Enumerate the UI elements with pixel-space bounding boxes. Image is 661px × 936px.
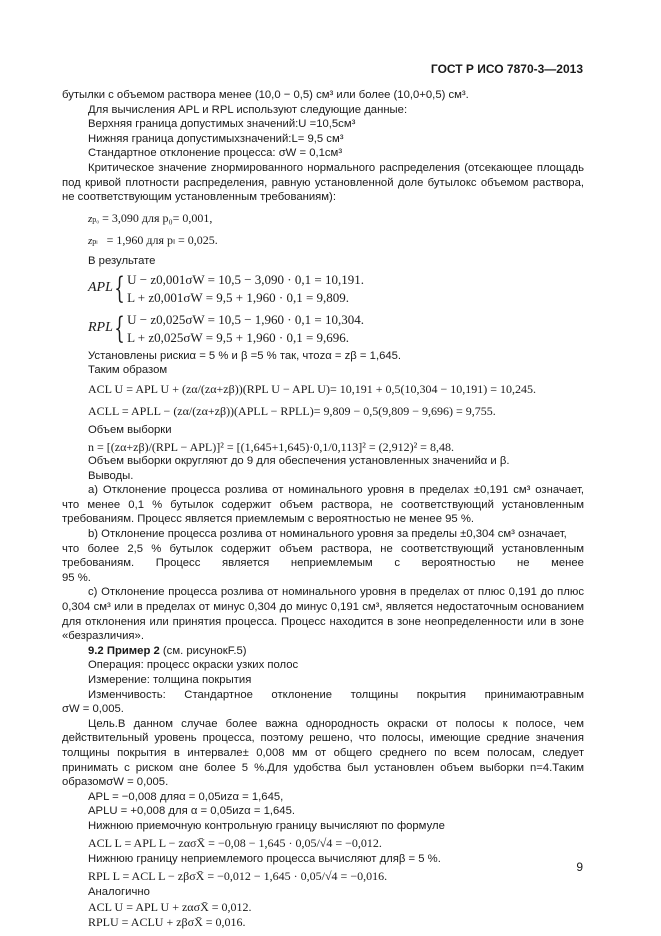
example-2-title-rest: (см. рисунокF.5) [159,644,247,657]
formula-z-0025-text: = 1,960 для pₗ = 0,025. [106,233,218,248]
variability-word: принимаютравным [484,688,584,701]
formula-z-0001-text: = 3,090 для p₀= 0,001, [102,210,213,225]
rpl-formula-block [88,311,584,347]
conclusion-b-word: с [394,557,400,570]
formula-acl-u-2: ACL U = APL U + zασX̄ = 0,012. [88,899,252,914]
para-upper-limit: Верхняя граница допустимых значений:U =10,5см³ [88,118,356,131]
conclusion-b-word: % [151,542,162,555]
conclusion-b-word: соответствующий [401,542,494,555]
example-operation: Операция: процесс окраски узких полос [88,659,299,672]
variability-word: Стандартное [184,688,253,701]
conclusion-b-line1: b) Отклонение процесса розлива от номинального уровня за пределы ±0,304 см³ означает, [88,528,567,541]
apl-line-1: U − z0,001σW = 10,5 − 3,090 · 0,1 = 10,191. [127,271,364,287]
conclusion-b-word: менее [551,557,584,570]
para-thus: Таким образом [88,364,168,377]
para-apl-rpl-intro: Для вычисления APL и RPL используют следующие данные: [88,103,408,116]
example-variability-tail: σW = 0,005. [62,703,124,716]
formula-n: n = [(zα+zβ)/(RPL − APL)]² = [(1,645+1,645)·0,1/0,113]² = (2,912)² = 8,48. [88,439,454,454]
formula-rpl-u: RPLU = ACLU + zβσX̄ = 0,016. [88,914,246,929]
example-aplu: APLU = +0,008 для α = 0,05иzα = 1,645. [88,805,295,818]
conclusion-b-line2 [62,542,584,557]
para-bottles: бутылки с объемом раствора менее (10,0 − 0,5) см³ или более (10,0+0,5) см³. [62,89,469,101]
apl-label: APL [88,280,113,296]
conclusion-b-word: требованиям. [62,557,135,570]
apl-formula-block [88,271,584,307]
rpl-line-2: L + z0,025σW = 9,5 + 1,960 · 0,1 = 9,696. [127,329,350,345]
formula-acl-l: ACLL = APLL − (zα/(zα+zβ))(APLL − RPLL)= 9,809 − 0,5(9,809 − 9,696) = 9,755. [88,404,496,419]
conclusion-b-line4: 95 %. [62,571,91,584]
para-std-dev: Стандартное отклонение процесса: σW = 0,1см³ [88,147,343,160]
formula-rpl-l: RPL L = ACL L − zβσX̄ = −0,012 − 1,645 · 0,05/√4 = −0,016. [88,868,388,883]
conclusion-b-word: неприемлемым [290,557,373,570]
conclusion-b-word: раствора, [320,542,373,555]
page-content [62,88,584,929]
formula-acl-l-2: ACL L = APL L − zασX̄ = −0,08 − 1,645 · 0,05/√4 = −0,012. [88,835,382,850]
conclusion-b-word: вероятностью [421,557,496,570]
para-rounding: Объем выборки округляют до 9 для обеспечения установленных значенийα и β. [88,455,510,468]
conclusion-b-word: 2,5 [127,542,144,555]
conclusion-b-line3 [62,556,584,571]
conclusion-b-word: более [87,542,120,555]
example-goal: Цель.В данном случае более важна однородность окраски от полосы к полосе, чем действительный уровень процесса, поэтому решено, что полосы, имеющие средние значения толщины покрытия в интервале± 0,008 мм от общего среднего по всем полосам, следует принимать с риском αне более 5 %.Для удобства был установлен объем выборки n=4.Таким образомσW = 0,005. [62,717,584,789]
para-conclusions: Выводы. [88,469,134,482]
variability-word: отклонение [271,688,333,701]
example-similarly: Аналогично [88,886,150,899]
para-critical-z: Критическое значение zнормированного нормального распределения (отсекающее площадь под кривой плотности распределения, равную установленной доле бутылокс объемом раствора, не соответствующим установленным требованиям): [62,161,584,204]
conclusion-b-word: является [221,557,270,570]
formula-z-0025: zpₗ = 1,960 для pₗ = 0,025. [88,233,218,248]
example-rpl-intro: Нижнюю границу неприемлемого процесса вычисляют дляβ = 5 %. [88,853,441,866]
apl-brace: { [114,270,125,306]
variability-word: толщины [350,688,399,701]
example-measurement: Измерение: толщина покрытия [88,674,252,686]
para-lower-limit: Нижняя граница допустимыхзначений:L= 9,5 см³ [88,132,344,145]
rpl-brace: { [114,310,125,346]
formula-acl-u: ACL U = APL U + (zα/(zα+zβ))(RPL U − APL U)= 10,191 + 0,5(10,304 − 10,191) = 10,245. [88,381,537,396]
formula-z-0001: zp₀ = 3,090 для p₀= 0,001, [88,210,213,225]
example-lower-acl-intro: Нижнюю приемочную контрольную границу вычисляют по формуле [88,819,445,832]
example-2-title-bold: 9.2 Пример 2 [88,644,160,657]
example-variability-line [62,688,584,703]
conclusion-b-word: объем [279,542,313,555]
variability-word: Изменчивость: [88,688,166,701]
conclusion-b-word: установленным [501,542,584,555]
conclusion-c: с) Отклонение процесса розлива от номинального уровня в пределах от плюс 0,191 до плюс 0,304 см³ или в пределах от минус 0,304 до минус 0,191 см³, является недостаточным основанием для отклонения или принятия процесса. Процесс находится в зоне неопределенности или в зоне «безразличия». [62,586,584,643]
para-sample-size: Объем выборки [88,423,172,436]
example-apl: APL = −0,008 дляα = 0,05иzα = 1,645, [88,790,284,803]
variability-word: покрытия [416,688,467,701]
page-number: 9 [576,860,583,874]
conclusion-b-word: Процесс [155,557,201,570]
apl-line-2: L + z0,001σW = 9,5 + 1,960 · 0,1 = 9,809. [127,289,350,305]
conclusion-b-word: содержит [220,542,271,555]
para-risks: Установлены рискиα = 5 % и β =5 % так, чтоzα = zβ = 1,645. [88,349,402,362]
rpl-label: RPL [88,320,113,336]
conclusion-b-word: не [380,542,393,555]
para-result: В результате [88,254,156,267]
conclusion-b-word: что [62,542,80,555]
conclusion-a: а) Отклонение процесса розлива от номинального уровня в пределах ±0,191 см³ означает, что менее 0,1 % бутылок содержит объем раствора, не соответствующий установленным требованиям. Процесс является приемлемым с вероятностью не менее 95 %. [62,484,584,526]
rpl-line-1: U − z0,025σW = 10,5 − 1,960 · 0,1 = 10,304. [127,311,364,327]
conclusion-b-word: бутылок [169,542,213,555]
standard-header: ГОСТ Р ИСО 7870-3—2013 [430,62,583,76]
example-2-title [62,644,584,659]
conclusion-b-word: не [516,557,530,570]
